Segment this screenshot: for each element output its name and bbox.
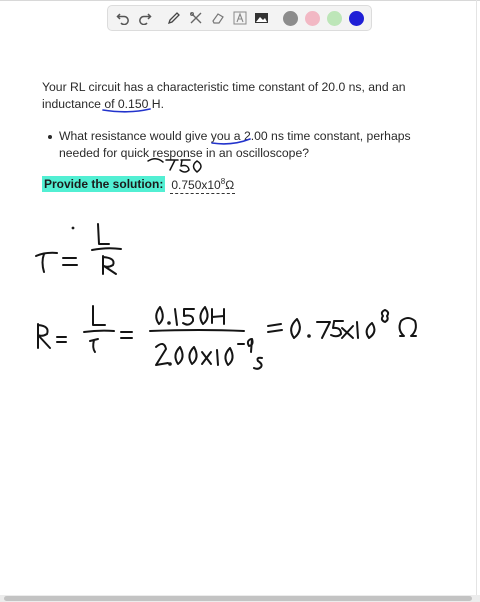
image-icon[interactable] — [252, 9, 271, 28]
pen-icon[interactable] — [164, 9, 183, 28]
problem-statement — [42, 79, 442, 194]
scrollbar-thumb[interactable] — [4, 596, 472, 601]
window-right-border — [476, 0, 477, 602]
eraser-icon[interactable] — [208, 9, 227, 28]
bullet-dot-icon — [48, 135, 52, 139]
solution-label: Provide the solution: — [44, 177, 164, 191]
text-icon[interactable] — [230, 9, 249, 28]
undo-icon[interactable] — [113, 9, 132, 28]
solution-row — [42, 174, 442, 194]
answer-value: 0.750 — [171, 178, 202, 192]
color-swatch-green[interactable] — [327, 11, 342, 26]
color-swatch-pink[interactable] — [305, 11, 320, 26]
color-swatch-gray[interactable] — [283, 11, 298, 26]
drawing-toolbar — [107, 5, 372, 31]
question-bullet: What resistance would give you a 2.00 ns time constant, perhaps needed for quick response in an oscilloscope? — [42, 128, 442, 162]
horizontal-scrollbar[interactable] — [0, 595, 480, 602]
time-constant-value: 2.00 ns — [243, 129, 284, 143]
problem-intro: Your RL circuit has a characteristic time constant of 20.0 ns, and an inductance of 0.150 H. — [42, 80, 406, 111]
window-top-border — [0, 0, 480, 1]
tools-icon[interactable] — [186, 9, 205, 28]
redo-icon[interactable] — [135, 9, 154, 28]
color-swatch-blue[interactable] — [349, 11, 364, 26]
inductance-value: 0.150 H — [117, 97, 161, 111]
answer-field[interactable]: $0.750x10^8\Omega$ — [170, 174, 235, 194]
